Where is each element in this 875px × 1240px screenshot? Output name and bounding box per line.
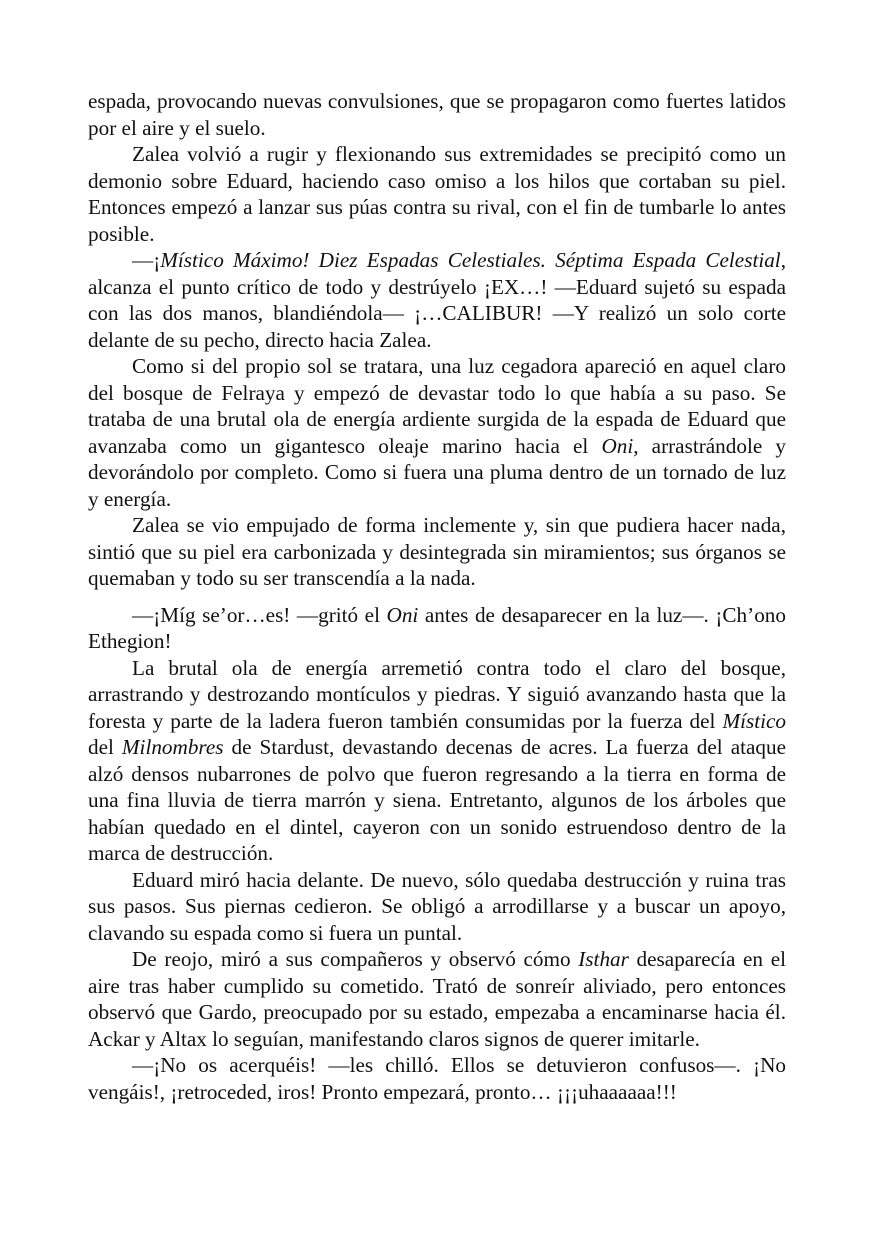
text-run: —¡Míg se’or…es! —gritó el [132, 602, 387, 627]
text-run: De reojo, miró a sus compañeros y observó cómo [132, 947, 579, 971]
italic-text: Milnombres [121, 735, 224, 759]
paragraph [88, 88, 786, 141]
italic-text: Místico Máximo! Diez Espadas Celestiales. Séptima Espada Celestial [160, 248, 781, 272]
text-run: Zalea se vio empujado de forma inclemente y, sin que pudiera hacer nada, sintió que su piel era carbonizada y desintegrada sin miramientos; sus órganos se quemaban y todo su ser transcendía a la nada. [88, 513, 786, 590]
text-run: antes de desaparecer en la luz—. ¡Ch’ono Ethegion! [88, 602, 786, 653]
paragraph [88, 512, 786, 592]
paragraph [88, 141, 786, 247]
text-run: Eduard miró hacia delante. De nuevo, sólo quedaba destrucción y ruina tras sus pasos. Sus piernas cedieron. Se obligó a arrodillarse y a buscar un apoyo, clavando su espada como si fuera un puntal. [88, 867, 786, 945]
italic-text: Isthar [578, 947, 629, 971]
text-run: espada, provocando nuevas convulsiones, que se propagaron como fuertes latidos por el aire y el suelo. [88, 89, 786, 140]
text-run: del [88, 735, 122, 759]
italic-text: Místico [722, 708, 786, 733]
italic-text: Oni [386, 602, 419, 627]
text-run: , alcanza el punto crítico de todo y destrúyelo ¡EX…! —Eduard sujetó su espada con las dos manos, blandiéndola— ¡…CALIBUR! —Y realizó un solo corte delante de su pecho, directo hacia Zalea. [88, 248, 786, 352]
text-run: Como si del propio sol se tratara, una luz cegadora apareció en aquel claro del bosque de Felraya y empezó de devastar todo lo que había a su paso. Se trataba de una brutal ola de energía ardiente surgida de la espada de Eduard que avanzaba como un gigantesco oleaje marino hacia el [88, 354, 786, 458]
paragraph [88, 655, 786, 867]
text-run: de Stardust, devastando decenas de acres. La fuerza del ataque alzó densos nubarrones de polvo que fueron regresando a la tierra en forma de una fina lluvia de tierra marrón y siena. Entretanto, algunos de los árboles que habían quedado en el dintel, cayeron con un sonido estruendoso dentro de la marca de destrucción. [88, 735, 786, 865]
text-run: La brutal ola de energía arremetió contra todo el claro del bosque, arrastrando y destrozando montículos y piedras. Y siguió avanzando hasta que la foresta y parte de la ladera fueron también consumidas por la fuerza del [88, 655, 786, 733]
italic-text: Oni [601, 433, 634, 458]
paragraph [88, 1052, 786, 1105]
paragraph [88, 247, 786, 353]
text-run: —¡ [132, 248, 161, 272]
text-run: , arrastrándole y devorándolo por completo. Como si fuera una pluma dentro de un tornado de luz y energía. [88, 433, 786, 511]
paragraph [88, 946, 786, 1052]
paragraph [88, 602, 786, 655]
paragraph [88, 867, 786, 947]
text-run: —¡No os acerquéis! —les chilló. Ellos se detuvieron confusos—. ¡No vengáis!, ¡retroceded, iros! Pronto empezará, pronto… ¡¡¡uhaaaaaa!!! [88, 1053, 786, 1104]
paragraph [88, 353, 786, 512]
text-run: desaparecía en el aire tras haber cumplido su cometido. Trató de sonreír aliviado, pero entonces observó que Gardo, preocupado por su estado, empezaba a encaminarse hacia él. Ackar y Altax lo seguían, manifestando claros signos de querer imitarle. [88, 947, 786, 1051]
page-body [88, 88, 786, 1105]
text-run: Zalea volvió a rugir y flexionando sus extremidades se precipitó como un demonio sobre Eduard, haciendo caso omiso a los hilos que cortaban su piel. Entonces empezó a lanzar sus púas contra su rival, con el fin de tumbarle lo antes posible. [88, 142, 786, 246]
